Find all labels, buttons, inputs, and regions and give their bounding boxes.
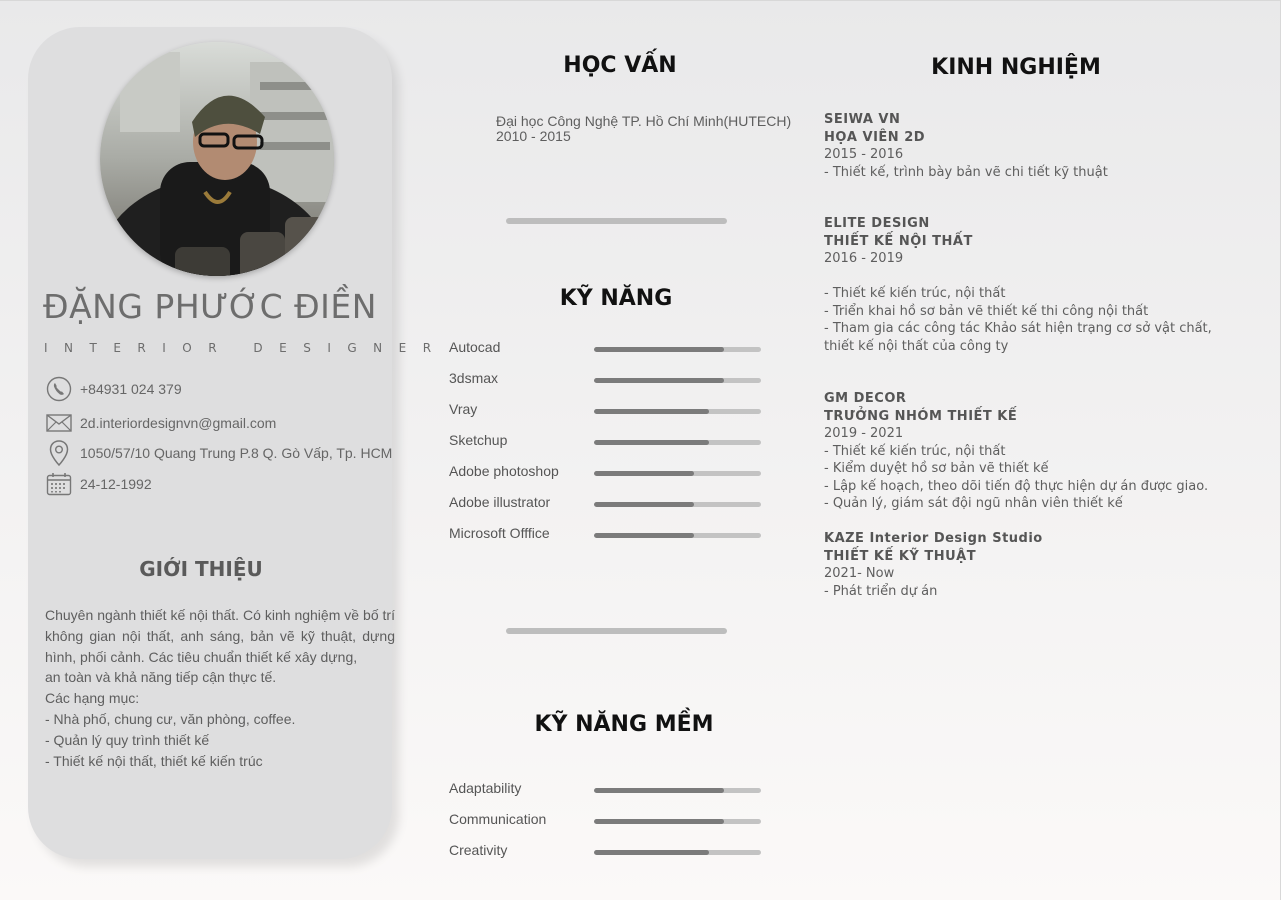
experience-duty: thiết kế nội thất của công ty xyxy=(824,338,1009,354)
education-years: 2010 - 2015 xyxy=(496,128,571,144)
experience-duty: - Phát triển dự án xyxy=(824,583,938,599)
candidate-role: INTERIOR DESIGNER xyxy=(44,341,448,355)
skill-label: Adobe illustrator xyxy=(449,494,551,510)
skill-bar-fill xyxy=(594,471,694,476)
education-entry xyxy=(496,114,791,144)
skill-bar-fill xyxy=(594,378,724,383)
section-divider xyxy=(506,218,727,224)
skill-bar-fill xyxy=(594,850,709,855)
experience-years: 2021- Now xyxy=(824,566,895,581)
skill-label: Microsoft Offfice xyxy=(449,525,550,541)
experience-duty: - Thiết kế, trình bày bản vẽ chi tiết kỹ thuật xyxy=(824,164,1108,180)
skill-bar-fill xyxy=(594,440,709,445)
experience-duty xyxy=(824,268,1212,286)
experience-entry xyxy=(824,390,1208,513)
intro-line: - Nhà phố, chung cư, văn phòng, coffee. xyxy=(45,711,296,727)
experience-duty: - Lập kế hoạch, theo dõi tiến độ thực hiện dự án được giao. xyxy=(824,478,1209,494)
experience-position: TRƯỞNG NHÓM THIẾT KẾ xyxy=(824,408,1018,424)
experience-years: 2016 - 2019 xyxy=(824,251,904,266)
experience-duty: - Thiết kế kiến trúc, nội thất xyxy=(824,286,1006,301)
experience-duty: - Thiết kế kiến trúc, nội thất xyxy=(824,443,1006,459)
skill-bar xyxy=(594,409,761,414)
experience-duty: - Kiểm duyệt hồ sơ bản vẽ thiết kế xyxy=(824,461,1049,476)
skill-label: Sketchup xyxy=(449,432,508,448)
education-heading: HỌC VẤN xyxy=(563,53,677,78)
intro-line: - Quản lý quy trình thiết kế xyxy=(45,732,210,748)
skill-label: Adobe photoshop xyxy=(449,463,559,479)
email-address[interactable]: 2d.interiordesignvn@gmail.com xyxy=(80,415,277,431)
experience-duty: - Tham gia các công tác Khảo sát hiện trạng cơ sở vật chất, xyxy=(824,321,1212,336)
experience-company: ELITE DESIGN xyxy=(824,216,930,231)
home-address: 1050/57/10 Quang Trung P.8 Q. Gò Vấp, Tp. HCM xyxy=(80,445,393,461)
phone-number[interactable]: +84931 024 379 xyxy=(80,381,182,397)
envelope-icon xyxy=(45,409,73,437)
experience-years: 2015 - 2016 xyxy=(824,147,904,162)
skill-bar xyxy=(594,471,761,476)
experience-company: GM DECOR xyxy=(824,391,907,406)
calendar-icon xyxy=(45,470,73,498)
skill-bar xyxy=(594,378,761,383)
skill-bar xyxy=(594,347,761,352)
candidate-name: ĐẶNG PHƯỚC ĐIỀN xyxy=(43,287,377,326)
contact-email xyxy=(45,409,276,437)
experience-company: KAZE Interior Design Studio xyxy=(824,531,1043,546)
skill-bar-fill xyxy=(594,347,724,352)
phone-icon xyxy=(45,375,73,403)
education-school: Đại học Công Nghệ TP. Hồ Chí Minh(HUTECH) xyxy=(496,113,792,129)
experience-position: THIẾT KẾ NỘI THẤT xyxy=(824,233,973,249)
skill-label: 3dsmax xyxy=(449,370,499,386)
skill-bar xyxy=(594,819,761,824)
skill-bar-fill xyxy=(594,533,694,538)
intro-line: - Thiết kế nội thất, thiết kế kiến trúc xyxy=(45,753,263,769)
skill-label: Autocad xyxy=(449,339,501,355)
experience-heading: KINH NGHIỆM xyxy=(931,55,1101,80)
location-pin-icon xyxy=(45,439,73,467)
skill-bar xyxy=(594,533,761,538)
skill-bar xyxy=(594,850,761,855)
skill-bar-fill xyxy=(594,819,724,824)
experience-entry xyxy=(824,530,1043,600)
skill-label: Creativity xyxy=(449,842,508,858)
intro-line: Các hạng mục: xyxy=(45,690,140,706)
skill-bar-fill xyxy=(594,502,694,507)
skill-label: Adaptability xyxy=(449,780,522,796)
experience-position: THIẾT KẾ KỸ THUẬT xyxy=(824,548,977,564)
contact-birthday xyxy=(45,470,152,498)
intro-heading: GIỚI THIỆU xyxy=(139,557,263,581)
experience-duty: - Quản lý, giám sát đội ngũ nhân viên thiết kế xyxy=(824,496,1123,511)
intro-line: an toàn và khả năng tiếp cận thực tế. xyxy=(45,669,277,685)
skill-bar-fill xyxy=(594,788,724,793)
experience-entry xyxy=(824,111,1108,181)
section-divider xyxy=(506,628,727,634)
profile-photo xyxy=(100,42,334,276)
skill-bar xyxy=(594,502,761,507)
experience-duty: - Triển khai hồ sơ bản vẽ thiết kế thi công nội thất xyxy=(824,303,1149,319)
page-top-border xyxy=(0,0,1281,1)
skill-bar-fill xyxy=(594,409,709,414)
experience-years: 2019 - 2021 xyxy=(824,426,904,441)
skill-label: Vray xyxy=(449,401,478,417)
contact-address xyxy=(45,439,392,467)
birth-date: 24-12-1992 xyxy=(80,476,152,492)
experience-position: HỌA VIÊN 2D xyxy=(824,129,926,145)
skill-bar xyxy=(594,440,761,445)
skill-bar xyxy=(594,788,761,793)
experience-entry xyxy=(824,215,1212,355)
skill-label: Communication xyxy=(449,811,547,827)
contact-phone xyxy=(45,375,182,403)
soft-skills-heading: KỸ NĂNG MỀM xyxy=(534,712,714,737)
skills-heading: KỸ NĂNG xyxy=(559,286,673,311)
experience-company: SEIWA VN xyxy=(824,112,901,127)
intro-paragraph: Chuyên ngành thiết kế nội thất. Có kinh nghiệm về bố trí không gian nội thất, anh sáng, bản vẽ kỹ thuật, dựng hình, phối cảnh. Các tiêu chuẩn thiết kế xây dựng, xyxy=(45,607,395,665)
